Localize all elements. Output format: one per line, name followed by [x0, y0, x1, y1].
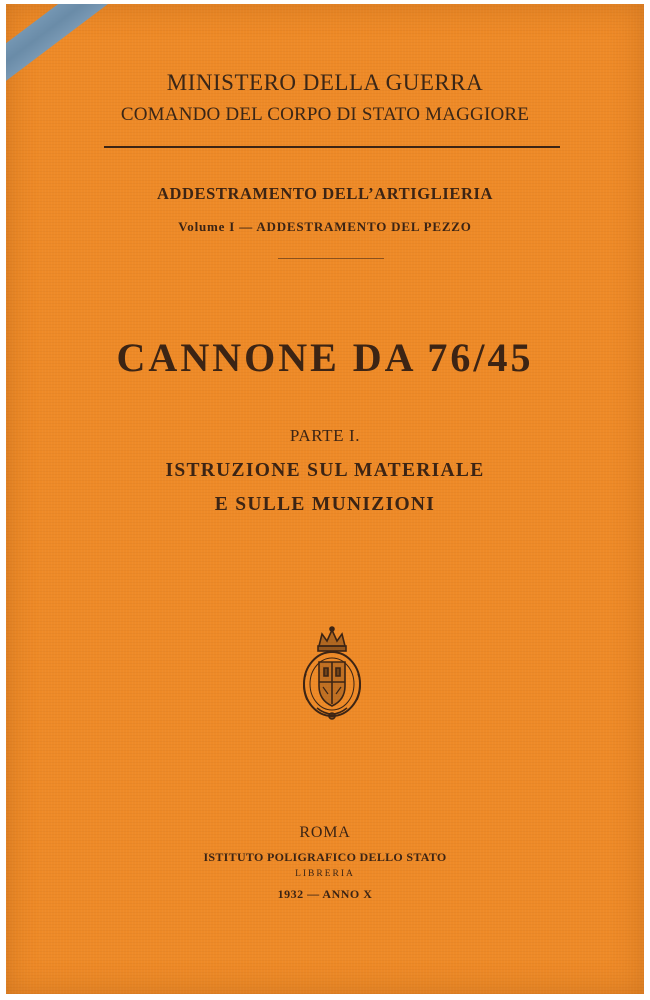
book-cover — [6, 4, 644, 994]
blue-ribbon — [6, 4, 289, 120]
subtitle-line-1: ISTRUZIONE SUL MATERIALE — [165, 460, 485, 481]
series-title: ADDESTRAMENTO DELL’ARTIGLIERIA — [156, 184, 494, 203]
imprint-year: 1932 — ANNO X — [277, 887, 373, 901]
coat-of-arms-icon — [297, 624, 367, 724]
imprint-city: ROMA — [299, 824, 351, 841]
main-title: CANNONE DA 76/45 — [116, 335, 534, 380]
subtitle-line-2: E SULLE MUNIZIONI — [214, 494, 436, 515]
volume-line: Volume I — ADDESTRAMENTO DEL PEZZO — [178, 219, 472, 234]
command-heading: COMANDO DEL CORPO DI STATO MAGGIORE — [120, 104, 530, 125]
part-label: PARTE I. — [289, 426, 361, 445]
imprint-publisher: ISTITUTO POLIGRAFICO DELLO STATO — [203, 850, 447, 864]
short-divider — [278, 258, 384, 259]
header-divider — [104, 146, 560, 148]
ministry-heading: MINISTERO DELLA GUERRA — [166, 70, 484, 95]
imprint-libreria: LIBRERIA — [295, 869, 355, 879]
